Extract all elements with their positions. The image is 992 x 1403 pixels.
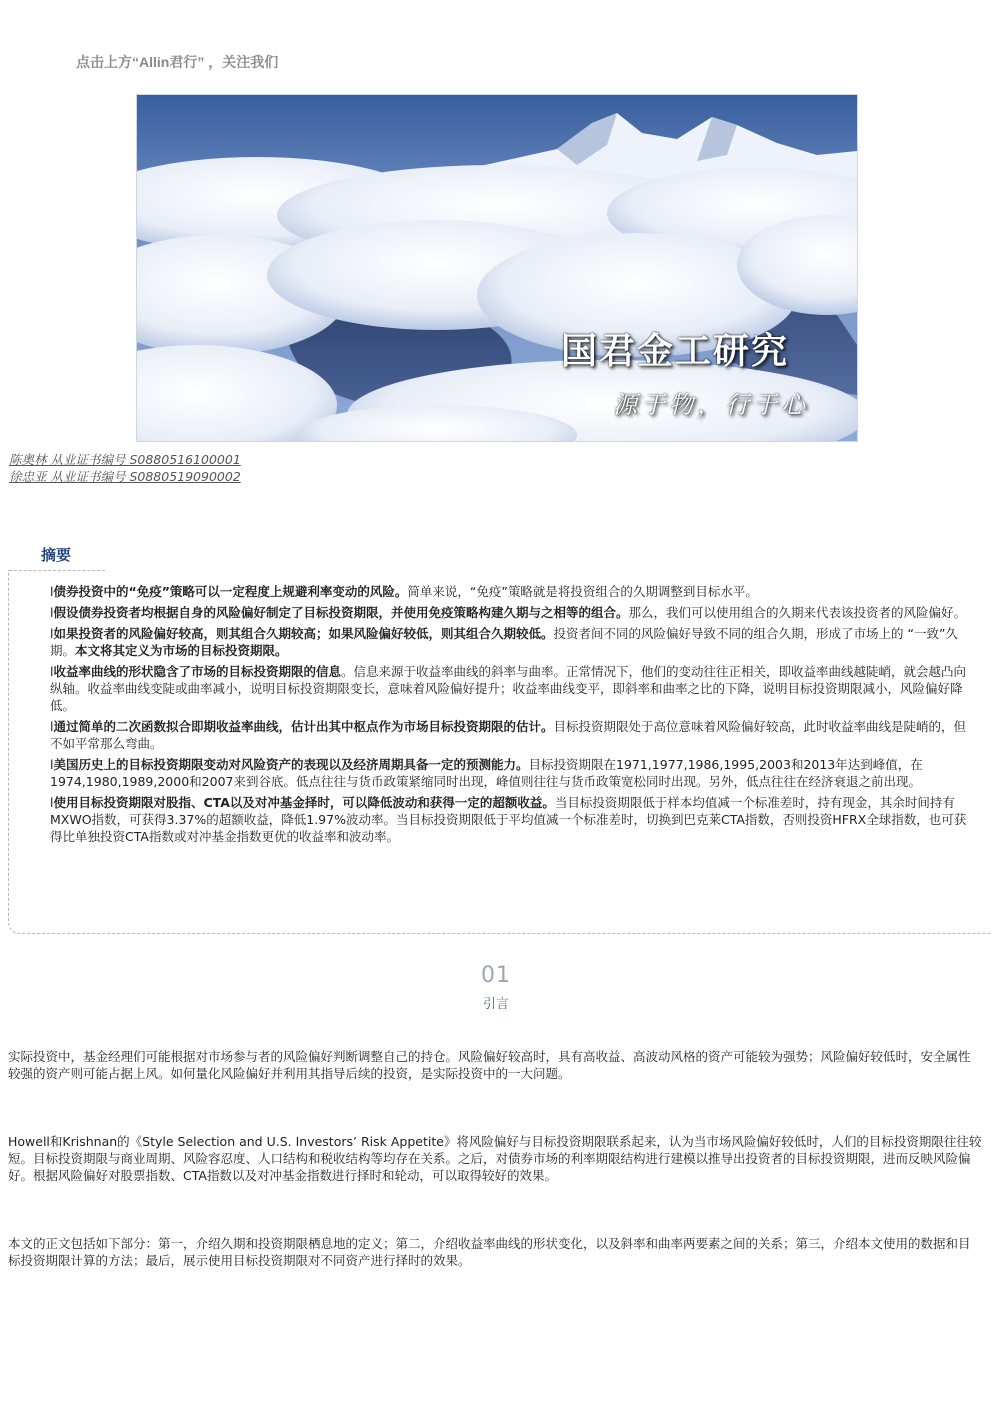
abstract-bullet — [50, 625, 970, 659]
bullet-marker: l — [50, 626, 54, 641]
bullet-text: 简单来说，“免疫”策略就是将投资组合的久期调整到目标水平。 — [407, 584, 758, 599]
banner-image — [136, 94, 858, 442]
bullet-marker: l — [50, 605, 54, 620]
bullet-bold-text: 本文将其定义为市场的目标投资期限。 — [75, 643, 288, 658]
author-link[interactable]: 陈奥林 从业证书编号 S0880516100001 — [9, 452, 241, 467]
author-link[interactable]: 徐忠亚 从业证书编号 S0880519090002 — [9, 469, 241, 484]
abstract-heading: 摘要 — [41, 546, 72, 564]
bullet-text: 目标投资期限处于高位意味着风险偏好较高，此时收益率曲线是陡峭的，但不如平常那么弯曲。 — [50, 719, 967, 751]
bullet-bold-text: 美国历史上的目标投资期限变动对风险资产的表现以及经济周期具备一定的预测能力。 — [53, 757, 529, 772]
bullet-bold-text: 通过简单的二次函数拟合即期收益率曲线，估计出其中枢点作为市场目标投资期限的估计。 — [53, 719, 554, 734]
bullet-bold-text: 使用目标投资期限对股指、CTA以及对冲基金择时，可以降低波动和获得一定的超额收益。 — [53, 795, 555, 810]
banner-title: 国君金工研究 — [560, 330, 789, 372]
bullet-marker: l — [50, 584, 54, 599]
abstract-bullet — [50, 663, 970, 714]
abstract-bullets — [50, 583, 970, 849]
body-paragraph: Howell和Krishnan的《Style Selection and U.S. Investors’ Risk Appetite》将风险偏好与目标投资期限联系起来，认为当市场风险偏好较低时，人们的目标投资期限往往较短。目标投资期限与商业周期、风险容忍度、人口结构和税收结构等均存在关系。之后，对债券市场的利率期限结构进行建模以推导出投资者的目标投资期限，进而反映风险偏好。根据风险偏好对股票指数、CTA指数以及对冲基金指数进行择时和轮动，可以取得较好的效果。 — [8, 1134, 982, 1183]
body-paragraph: 实际投资中，基金经理们可能根据对市场参与者的风险偏好判断调整自己的持仓。风险偏好较高时，具有高收益、高波动风格的资产可能较为强势；风险偏好较低时，安全属性较强的资产则可能占据上风。如何量化风险偏好并利用其指导后续的投资，是实际投资中的一大问题。 — [8, 1049, 971, 1081]
bullet-bold-text: 如果投资者的风险偏好较高，则其组合久期较高；如果风险偏好较低，则其组合久期较低。 — [53, 626, 554, 641]
abstract-bullet — [50, 756, 970, 790]
abstract-bullet — [50, 604, 970, 621]
section-title: 引言 — [482, 997, 509, 1012]
bullet-text: 当目标投资期限低于样本均值减一个标准差时，持有现金，其余时间持有MXWO指数，可获得3.37%的超额收益，降低1.97%波动率。当目标投资期限低于平均值减一个标准差时，切换到巴克莱CTA指数，否则投资HFRX全球指数，也可获得比单独投资CTA指数或对冲基金指数更优的收益率和波动率。 — [50, 795, 967, 844]
section-number: 01 — [481, 963, 511, 988]
bullet-bold-text: 收益率曲线的形状隐含了市场的目标投资期限的信息 — [53, 664, 341, 679]
bullet-text: 那么，我们可以使用组合的久期来代表该投资者的风险偏好。 — [628, 605, 967, 620]
bullet-bold-text: 债券投资中的“免疫”策略可以一定程度上规避利率变动的风险。 — [53, 584, 408, 599]
author-list — [9, 451, 241, 485]
abstract-bullet — [50, 583, 970, 600]
abstract-bullet — [50, 718, 970, 752]
bullet-text: 投资者间不同的风险偏好导致不同的组合久期，形成了市场上的 “一致”久期。 — [50, 626, 958, 658]
follow-prompt[interactable]: 点击上方“Allin君行” ，关注我们 — [76, 54, 279, 70]
bullet-marker: l — [50, 664, 54, 679]
bullet-text: 。信息来源于收益率曲线的斜率与曲率。正常情况下，他们的变动往往正相关，即收益率曲线越陡峭，就会越凸向纵轴。收益率曲线变陡或曲率减小，说明目标投资期限变长，意味着风险偏好提升；收益率曲线变平，即斜率和曲率之比的下降，说明目标投资期限减小，风险偏好降低。 — [50, 664, 967, 713]
banner-slogan: 源于物，行于心 — [613, 391, 809, 419]
bullet-text: 目标投资期限在1971,1977,1986,1995,2003和2013年达到峰值，在1974,1980,1989,2000和2007来到谷底。低点往往与货币政策紧缩同时出现，峰值则往往与货币政策宽松同时出现。另外，低点往往在经济衰退之前出现。 — [50, 757, 923, 789]
abstract-bullet — [50, 794, 970, 845]
bullet-bold-text: 假设债券投资者均根据自身的风险偏好制定了目标投资期限，并使用免疫策略构建久期与之相等的组合。 — [53, 605, 629, 620]
bullet-marker: l — [50, 795, 54, 810]
body-paragraph: 本文的正文包括如下部分：第一，介绍久期和投资期限栖息地的定义；第二，介绍收益率曲线的形状变化，以及斜率和曲率两要素之间的关系；第三，介绍本文使用的数据和目标投资期限计算的方法；最后，展示使用目标投资期限对不同资产进行择时的效果。 — [8, 1236, 971, 1268]
bullet-marker: l — [50, 719, 54, 734]
bullet-marker: l — [50, 757, 54, 772]
